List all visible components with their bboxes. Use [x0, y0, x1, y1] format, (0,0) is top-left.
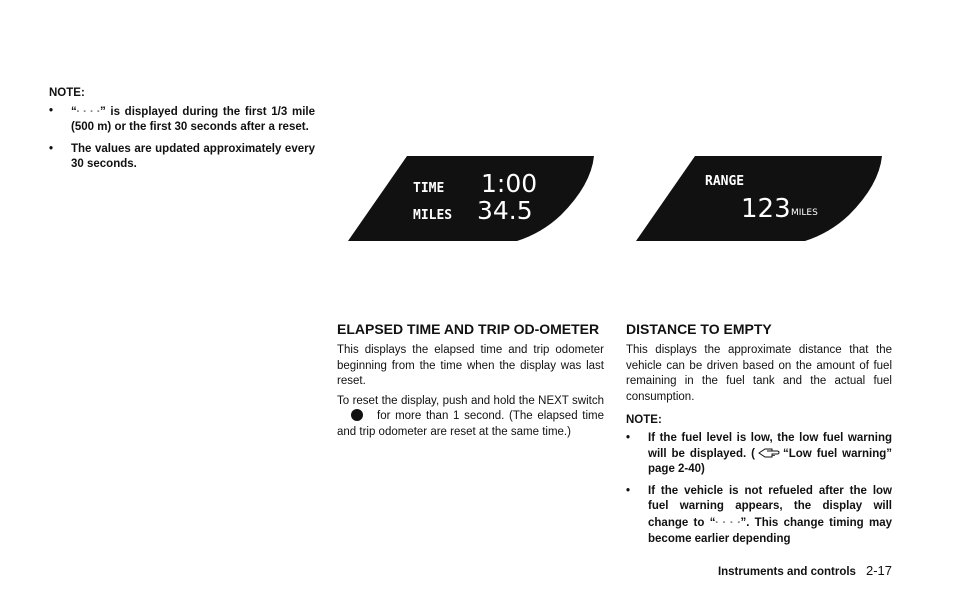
display-value-time: 1:00: [481, 169, 538, 198]
elapsed-section: [337, 320, 604, 445]
reset-text-after: for more than 1 second. (The elapsed time and trip odometer are reset at the same time.): [337, 410, 604, 438]
display-label-time: TIME: [413, 181, 445, 196]
range-display-panel: [635, 155, 883, 242]
list-item: [49, 142, 315, 173]
list-item: • “- - - -” is displayed during the first 1/3 mile (500 m) or the first 30 seconds after a reset.: [49, 104, 315, 134]
display-label-miles: MILES: [413, 208, 453, 223]
display-value-miles: 34.5: [477, 196, 533, 225]
note-label: NOTE:: [626, 414, 662, 427]
section-heading: DISTANCE TO EMPTY: [626, 321, 772, 337]
bullet-text-after: ”. This change timing may become earlier depending: [648, 516, 892, 545]
bullet-icon: •: [626, 431, 631, 444]
left-note: [49, 86, 315, 179]
next-switch-icon: [351, 409, 363, 421]
page-footer: [718, 563, 892, 578]
reset-text-before: To reset the display, push and hold the NEXT switch: [337, 394, 604, 407]
display-unit-range: MILES: [791, 208, 818, 218]
trip-display-panel: [347, 155, 595, 242]
list-item: [626, 431, 892, 478]
distance-paragraph: This displays the approximate distance that the vehicle can be driven based on the amount of fuel remaining in the fuel tank and the actual fuel consumption.: [626, 344, 892, 403]
bullet-text: ” is displayed during the first 1/3 mile (500 m) or the first 30 seconds after a reset.: [71, 105, 315, 134]
display-value-range: 123: [741, 194, 791, 224]
note-label: NOTE:: [49, 87, 85, 99]
bullet-icon: •: [626, 484, 631, 497]
bullet-icon: •: [49, 104, 54, 117]
section-heading: ELAPSED TIME AND TRIP OD-OMETER: [337, 321, 600, 337]
page-number: 2-17: [865, 563, 892, 578]
reset-paragraph: [337, 394, 604, 441]
bullet-text: If the vehicle is not refueled after the low fuel warning appears, the display will change to “: [648, 484, 892, 529]
distance-bullets: [626, 431, 892, 547]
distance-section: [626, 320, 892, 547]
bullet-icon: •: [49, 142, 54, 155]
elapsed-paragraph: This displays the elapsed time and trip odometer beginning from the time when the display was last reset.: [337, 344, 604, 388]
note-bullets: [49, 104, 315, 173]
bullet-text: The values are updated approximately every 30 seconds.: [71, 142, 315, 171]
dash-glyph: - - - -: [76, 107, 100, 115]
list-item: [626, 484, 892, 547]
reference-hand-icon: [758, 447, 780, 459]
footer-section-title: Instruments and controls: [717, 566, 856, 578]
bullet-text: If the fuel level is low, the low fuel warning will be displayed. (: [648, 431, 892, 460]
bullet-text-ref: “Low fuel warning” page 2-40): [648, 447, 893, 476]
dash-glyph: - - - -: [715, 518, 741, 526]
display-label-range: RANGE: [705, 174, 745, 189]
